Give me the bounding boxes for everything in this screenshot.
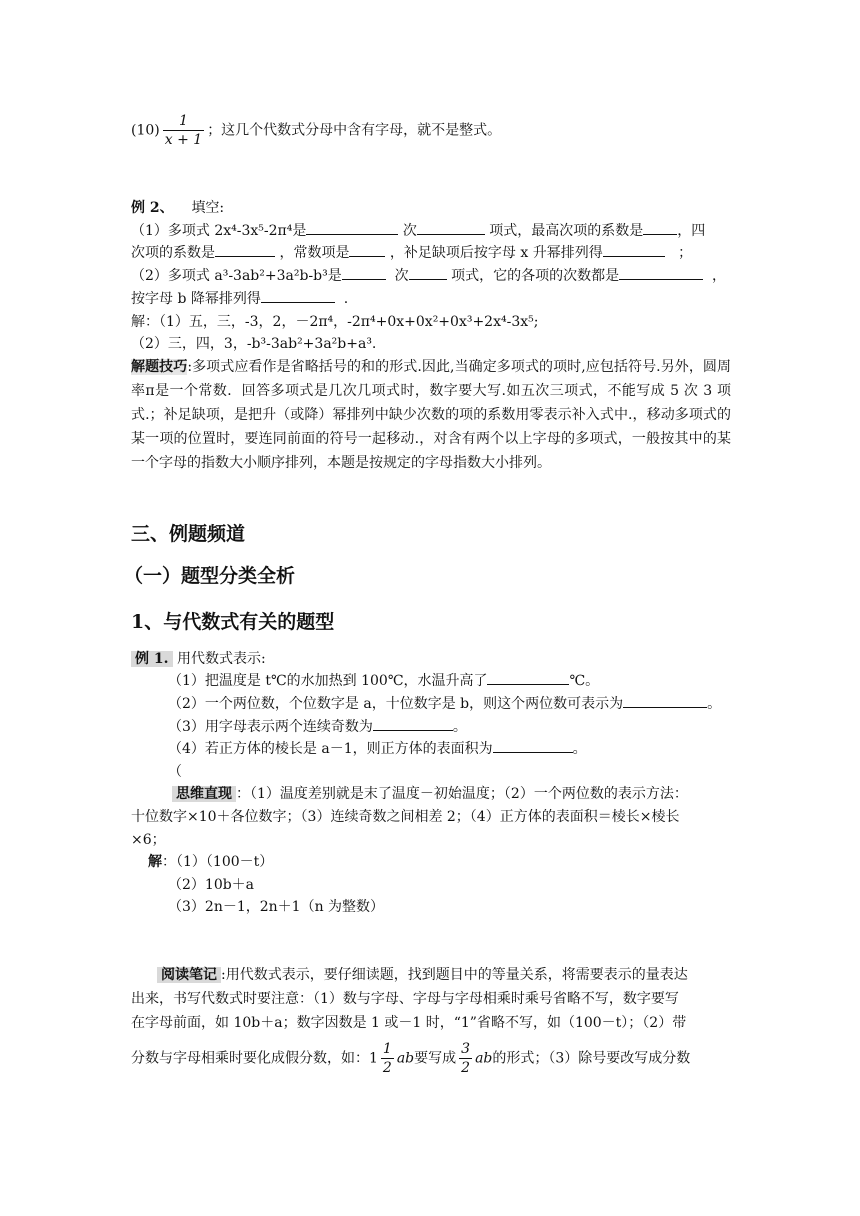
ex1-q2-text: （2）一个两位数，个位数字是 a，十位数字是 b，则这个两位数可表示为 <box>168 696 624 712</box>
q1-text-b: 次 <box>402 223 417 239</box>
example-2-prompt: 填空: <box>191 200 225 216</box>
q1-text-c: 项式，最高次项的系数是 <box>489 223 644 239</box>
ex1-q3-text: （3）用字母表示两个连续奇数为 <box>168 719 373 735</box>
example-1-q2 <box>168 694 721 714</box>
q2-text-b: 次 <box>394 268 409 284</box>
thinking-line-3: ×6； <box>131 832 166 848</box>
q2-text-f: . <box>343 291 349 307</box>
tip-text: :多项式应看作是省略括号的和的形式.因此,当确定多项式的项时,应包括符号.另外，圆周率π是一个常数．回答多项式是几次几项式时，数字要大写.如五次三项式，不能写成 5 次 3 项式.；补足缺项，是把升（或降）幂排列中缺少次数的项的系数用零表示补入式中.，移动多项式的某一项的位置时，要连同前面的符号一起移动.，对含有两个以上字母的多项式，一般按其中的某一个字母的指数大小顺序排列，本题是按规定的字母指数大小排列。 <box>131 359 732 471</box>
example-2-q1-line2 <box>131 243 692 263</box>
fraction-numerator: 1 <box>382 1041 392 1057</box>
ex1-q3-end: 。 <box>452 719 467 735</box>
fraction-1-over-x-plus-1 <box>163 112 204 149</box>
example-2-solution-1: 解：（1）五，三，-3，2，－2π⁴，-2π⁴+0x+0x²+0x³+2x⁴-3x⁵; <box>131 314 539 330</box>
note-line-3: 在字母前面，如 10b＋a；数字因数是 1 或－1 时，“1”省略不写，如（100－t）；（2）带 <box>131 1015 687 1031</box>
q1-text-f: ，常数项是 <box>279 245 350 261</box>
blank <box>261 290 335 303</box>
blank <box>349 244 385 257</box>
note-line-2: 出来，书写代数式时要注意：（1）数与字母、字母与字母相乘时乘号省略不写，数字要写 <box>131 991 679 1007</box>
blank <box>487 672 569 685</box>
blank <box>417 222 485 235</box>
note-text-4b: 要写成 <box>414 1050 457 1067</box>
example-2-q2-line2 <box>131 289 348 309</box>
example-1-label: 例 1. <box>131 651 173 667</box>
tip-label: 解题技巧 <box>131 359 188 375</box>
blank <box>603 244 665 257</box>
note-text-4a: 分数与字母相乘时要化成假分数，如：1 <box>131 1050 378 1067</box>
ex1-q1-unit: ℃。 <box>569 673 600 689</box>
example-1-solution-1 <box>148 852 273 872</box>
thinking-label: 思维直现 <box>172 786 236 802</box>
topic-1-title: 1、与代数式有关的题型 <box>131 611 335 633</box>
ex1-q4-text: （4）若正方体的棱长是 a－1，则正方体的表面积为 <box>168 741 493 757</box>
q1-text-e: 次项的系数是 <box>131 245 215 261</box>
item-10-text: ；这几个代数式分母中含有字母，就不是整式。 <box>207 122 502 139</box>
example-2-title: 例 2、 <box>131 200 174 216</box>
fraction-one-half <box>381 1040 394 1077</box>
q2-text-a: （2）多项式 a³-3ab²+3a²b-b³是 <box>131 268 342 284</box>
ex1-q4-end: 。 <box>572 741 587 757</box>
blank <box>643 222 677 235</box>
example-1-q4 <box>168 739 587 759</box>
q2-text-d: ， <box>712 268 727 284</box>
example-1-heading <box>131 649 266 669</box>
q2-text-e: 按字母 b 降幂排列得 <box>131 291 261 307</box>
solution-1-text: ：（1）（100－t） <box>162 854 274 870</box>
section-3-subtitle: （一）题型分类全析 <box>124 565 296 587</box>
variable-ab: ab <box>475 1050 493 1067</box>
example-2-heading <box>131 198 224 218</box>
variable-ab: ab <box>396 1050 415 1067</box>
q1-text-g: ，补足缺项后按字母 x 升幂排列得 <box>389 245 603 261</box>
fraction-numerator: 3 <box>461 1041 471 1057</box>
blank <box>306 222 398 235</box>
example-1-q3 <box>168 717 467 737</box>
note-label: 阅读笔记 <box>157 967 221 983</box>
example-1-q1 <box>168 671 599 691</box>
q1-text-a: （1）多项式 2x⁴-3x⁵-2π⁴是 <box>131 223 307 239</box>
section-3-title: 三、例题频道 <box>131 523 246 545</box>
note-text-4c: 的形式；（3）除号要改写成分数 <box>492 1050 691 1067</box>
q2-text-c: 项式，它的各项的次数都是 <box>451 268 620 284</box>
blank <box>619 267 703 280</box>
example-1-prompt: 用代数式表示: <box>176 651 266 667</box>
q1-text-h: ； <box>678 245 693 261</box>
fraction-three-halves <box>459 1040 472 1077</box>
note-text-1: :用代数式表示，要仔细读题，找到题目中的等量关系，将需要表示的量表达 <box>221 967 688 983</box>
ex1-q1-text: （1）把温度是 t℃的水加热到 100℃，水温升高了 <box>168 673 488 689</box>
example-1-solution-2: （2）10b＋a <box>168 877 255 893</box>
blank <box>215 244 275 257</box>
solving-tip <box>131 355 731 475</box>
note-line-1 <box>157 965 688 985</box>
blank <box>409 267 447 280</box>
fraction-numerator: 1 <box>163 112 204 131</box>
q1-text-d: ，四 <box>677 223 706 239</box>
example-2-solution-2: （2）三，四，3，-b³-3ab²+3a²b+a³. <box>131 336 377 352</box>
example-2-q2-line1 <box>131 266 726 286</box>
example-2-q1-line1 <box>131 221 705 241</box>
thinking-text-1: ：（1）温度差别就是末了温度－初始温度；（2）一个两位数的表示方法： <box>236 786 688 802</box>
fraction-denominator: x + 1 <box>164 132 203 148</box>
blank <box>342 267 386 280</box>
example-1-solution-3: （3）2n－1，2n＋1（n 为整数） <box>168 899 385 915</box>
thinking-line-1 <box>172 784 688 804</box>
thinking-line-2: 十位数字×10＋各位数字；（3）连续奇数之间相差 2；（4）正方体的表面积＝棱长×棱长 <box>131 809 680 825</box>
item-10-label: (10) <box>131 122 160 139</box>
item-10 <box>131 112 501 149</box>
fraction-denominator: 2 <box>382 1060 392 1076</box>
blank <box>623 695 707 708</box>
note-line-4 <box>131 1040 690 1077</box>
fraction-denominator: 2 <box>461 1060 471 1076</box>
blank <box>493 740 573 753</box>
blank <box>373 718 453 731</box>
solution-label: 解 <box>148 854 162 870</box>
ex1-q2-end: 。 <box>707 696 722 712</box>
stray-paren: （ <box>168 764 182 780</box>
